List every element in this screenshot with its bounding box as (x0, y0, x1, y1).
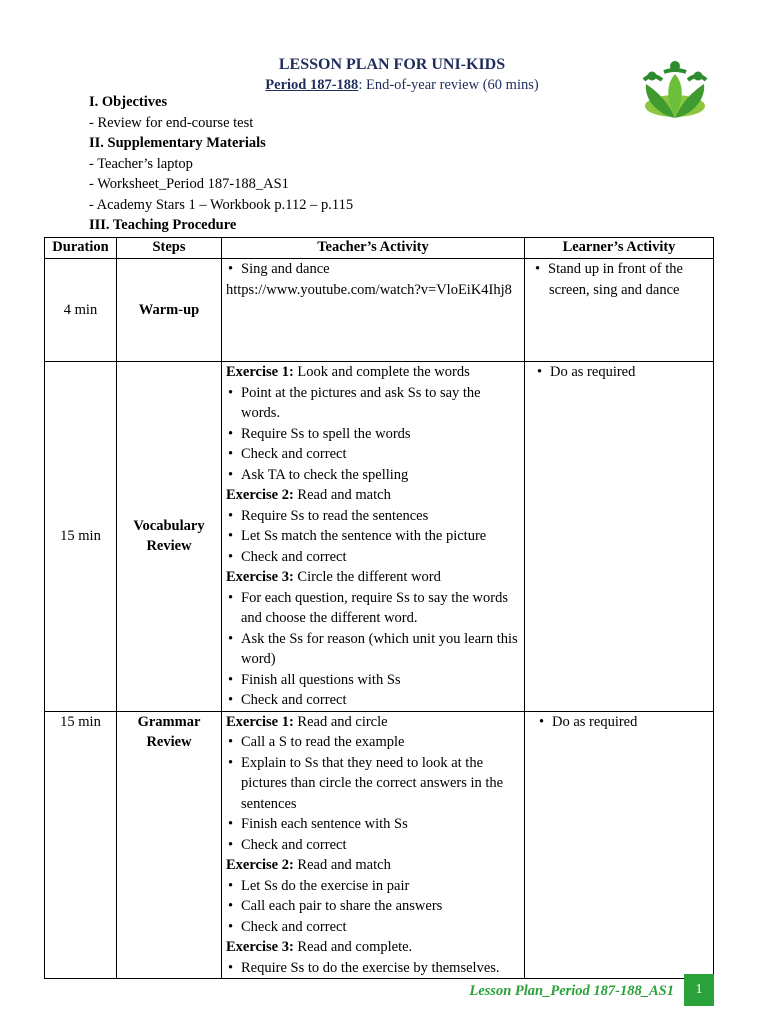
column-header-teacher: Teacher’s Activity (222, 238, 525, 259)
learner-item: • Stand up in front of the screen, sing and dance (529, 259, 709, 300)
activity-item: • Check and correct (226, 917, 520, 938)
column-header-learner: Learner’s Activity (525, 238, 714, 259)
material-item: - Worksheet_Period 187-188_AS1 (89, 176, 289, 192)
column-header-steps: Steps (117, 238, 222, 259)
activity-item: • Explain to Ss that they need to look at the pictures than circle the correct answers in the sentences (226, 753, 520, 815)
activity-item: • Point at the pictures and ask Ss to say the words. (226, 383, 520, 424)
video-link[interactable]: https://www.youtube.com/watch?v=VloEiK4Ihj8 (226, 281, 512, 298)
activity-item: • Call a S to read the example (226, 732, 520, 753)
table-row-grammar (45, 711, 714, 979)
activity-item: • Require Ss to do the exercise by themselves. (226, 958, 520, 979)
material-item: - Teacher’s laptop (89, 155, 193, 172)
activity-item: • Sing and dance (226, 259, 520, 280)
activity-item: • Let Ss match the sentence with the picture (226, 526, 520, 547)
activity-item: • Require Ss to read the sentences (226, 506, 520, 527)
activity-item: • Check and correct (226, 835, 520, 856)
exercise-heading: Exercise 2: Read and match (226, 487, 391, 503)
learner-item: • Do as required (529, 362, 709, 383)
document-title: LESSON PLAN FOR UNI-KIDS (278, 56, 506, 73)
activity-item: • Let Ss do the exercise in pair (226, 876, 520, 897)
subtitle-text: : End-of-year review (60 mins) (358, 77, 539, 93)
step-cell: Warm-up (117, 259, 222, 362)
procedure-heading: III. Teaching Procedure (89, 217, 237, 233)
activity-item: • Call each pair to share the answers (226, 896, 520, 917)
learner-activity-cell (525, 711, 714, 979)
page-number: 1 (684, 974, 714, 1006)
teacher-activity-cell (222, 711, 525, 979)
activity-item: • Ask the Ss for reason (which unit you learn this word) (226, 629, 520, 670)
learner-item: • Do as required (529, 712, 709, 733)
duration-cell: 15 min (45, 711, 117, 979)
duration-cell: 15 min (45, 362, 117, 712)
activity-item: • Finish all questions with Ss (226, 670, 520, 691)
exercise-heading: Exercise 1: Look and complete the words (226, 364, 470, 380)
exercise-heading: Exercise 2: Read and match (226, 857, 391, 873)
teacher-activity-cell (222, 362, 525, 712)
activity-item: • Check and correct (226, 444, 520, 465)
activity-item: • Check and correct (226, 690, 520, 711)
activity-item: • For each question, require Ss to say the words and choose the different word. (226, 588, 520, 629)
material-item: - Academy Stars 1 – Workbook p.112 – p.115 (89, 196, 354, 213)
learner-activity-cell (525, 362, 714, 712)
step-cell: Vocabulary Review (117, 362, 222, 712)
exercise-heading: Exercise 3: Circle the different word (226, 569, 441, 585)
activity-item: • Finish each sentence with Ss (226, 814, 520, 835)
objectives-heading: I. Objectives (89, 94, 168, 110)
exercise-heading: Exercise 3: Read and complete. (226, 939, 413, 955)
exercise-heading: Exercise 1: Read and circle (226, 713, 388, 730)
teacher-activity-cell (222, 259, 525, 362)
period-label: Period 187-188 (265, 77, 359, 93)
intro-section (89, 92, 709, 236)
procedure-table (44, 237, 714, 979)
table-header-row (45, 238, 714, 259)
table-row-vocabulary (45, 362, 714, 712)
table-row-warmup (45, 259, 714, 362)
column-header-duration: Duration (45, 238, 117, 259)
learner-activity-cell (525, 259, 714, 362)
materials-heading: II. Supplementary Materials (89, 135, 266, 151)
footer-label: Lesson Plan_Period 187-188_AS1 (469, 983, 674, 999)
activity-item: • Check and correct (226, 547, 520, 568)
objective-item: - Review for end-course test (89, 114, 254, 131)
duration-cell: 4 min (45, 259, 117, 362)
activity-item: • Ask TA to check the spelling (226, 465, 520, 486)
step-cell: Grammar Review (117, 711, 222, 979)
activity-item: • Require Ss to spell the words (226, 424, 520, 445)
